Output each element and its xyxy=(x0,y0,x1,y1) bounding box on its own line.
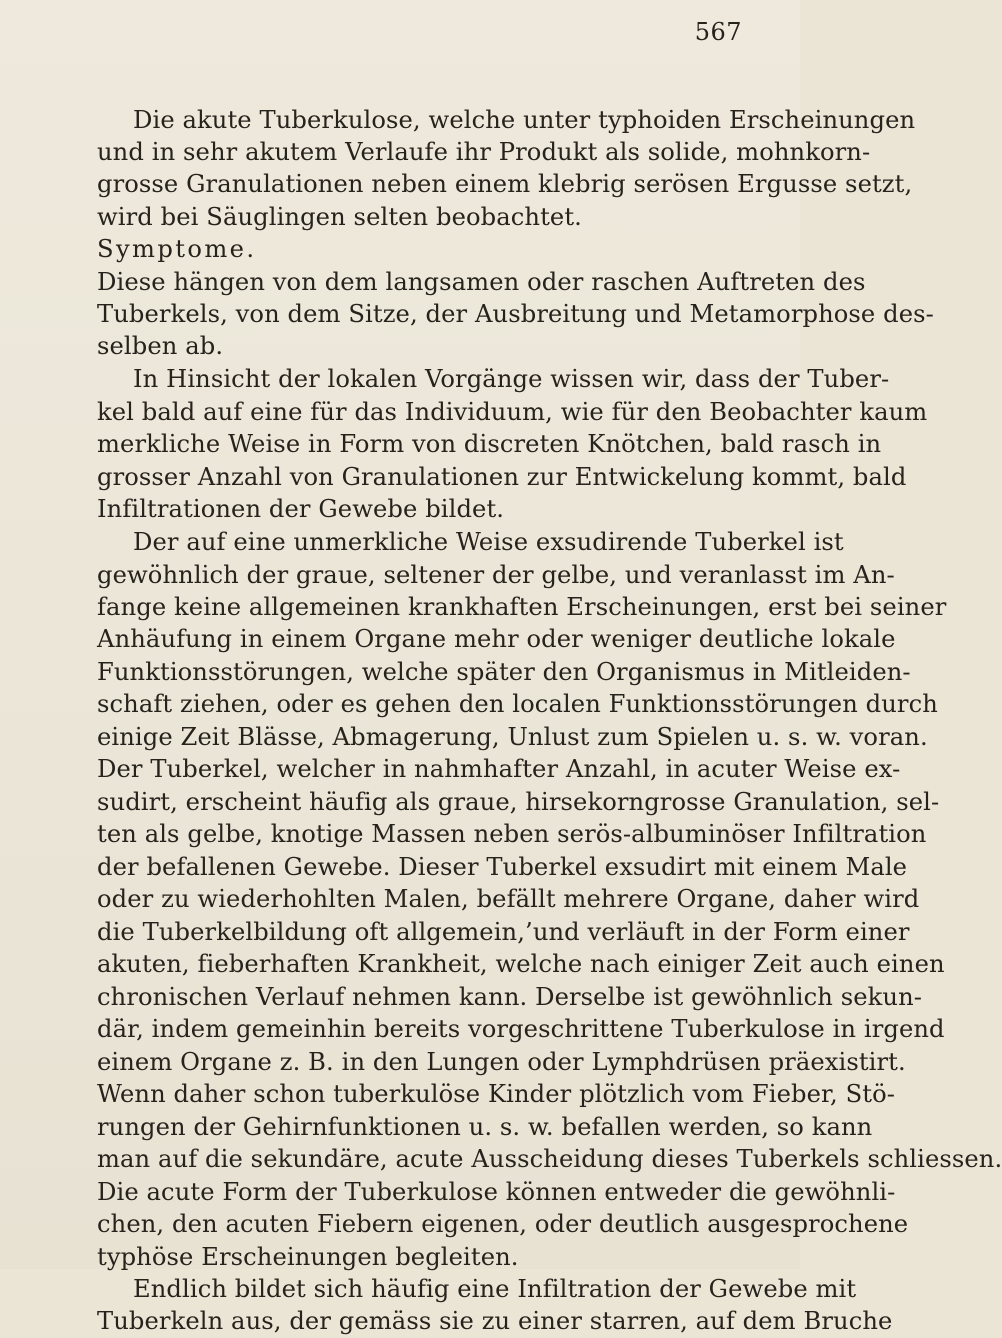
text-line: Die acute Form der Tuberkulose können entweder die gewöhnli- xyxy=(97,1178,896,1206)
text-line: grosse Granulationen neben einem klebrig serösen Ergusse setzt, xyxy=(97,170,913,198)
text-line: oder zu wiederhohlten Malen, befällt mehrere Organe, daher wird xyxy=(97,885,920,913)
text-line: rungen der Gehirnfunktionen u. s. w. befallen werden, so kann xyxy=(97,1113,873,1141)
text-line: selben ab. xyxy=(97,332,224,360)
text-line: fange keine allgemeinen krankhaften Erscheinungen, erst bei seiner xyxy=(97,593,947,621)
text-line: merkliche Weise in Form von discreten Knötchen, bald rasch in xyxy=(97,430,882,458)
text-line: Wenn daher schon tuberkulöse Kinder plötzlich vom Fieber, Stö- xyxy=(97,1080,896,1108)
text-line: die Tuberkelbildung oft allgemein,’und verläuft in der Form einer xyxy=(97,918,910,946)
text-line: einem Organe z. B. in den Lungen oder Lymphdrüsen präexistirt. xyxy=(97,1048,906,1076)
text-line: Tuberkeln aus, der gemäss sie zu einer starren, auf dem Bruche xyxy=(97,1307,893,1335)
text-line: einige Zeit Blässe, Abmagerung, Unlust zum Spielen u. s. w. voran. xyxy=(97,723,928,751)
text-line: Anhäufung in einem Organe mehr oder weniger deutliche lokale xyxy=(97,625,896,653)
text-line: kel bald auf eine für das Individuum, wie für den Beobachter kaum xyxy=(97,398,928,426)
text-line: akuten, fieberhaften Krankheit, welche nach einiger Zeit auch einen xyxy=(97,950,945,978)
text-line: där, indem gemeinhin bereits vorgeschrittene Tuberkulose in irgend xyxy=(97,1015,945,1043)
text-line: Der Tuberkel, welcher in nahmhafter Anzahl, in acuter Weise ex- xyxy=(97,755,901,783)
text-line: man auf die sekundäre, acute Ausscheidung dieses Tuberkels schliessen. xyxy=(97,1145,1002,1173)
text-line: Endlich bildet sich häufig eine Infiltration der Gewebe mit xyxy=(133,1275,857,1303)
text-line: Die akute Tuberkulose, welche unter typhoiden Erscheinungen xyxy=(133,106,916,134)
text-line: Der auf eine unmerkliche Weise exsudirende Tuberkel ist xyxy=(133,528,844,556)
text-line: In Hinsicht der lokalen Vorgänge wissen wir, dass der Tuber- xyxy=(133,365,890,393)
text-line: typhöse Erscheinungen begleiten. xyxy=(97,1243,519,1271)
text-line: grosser Anzahl von Granulationen zur Entwickelung kommt, bald xyxy=(97,463,907,491)
text-line: der befallenen Gewebe. Dieser Tuberkel exsudirt mit einem Male xyxy=(97,853,908,881)
text-line: wird bei Säuglingen selten beobachtet. xyxy=(97,203,582,231)
text-line: chen, den acuten Fiebern eigenen, oder deutlich ausgesprochene xyxy=(97,1210,909,1238)
section-heading: Symptome. xyxy=(97,235,257,263)
text-line: chronischen Verlauf nehmen kann. Derselbe ist gewöhnlich sekun- xyxy=(97,983,923,1011)
text-line: Diese hängen von dem langsamen oder raschen Auftreten des xyxy=(97,268,866,296)
text-line: ten als gelbe, knotige Massen neben serös-albuminöser Infiltration xyxy=(97,820,927,848)
text-line: sudirt, erscheint häufig als graue, hirsekorngrosse Granulation, sel- xyxy=(97,788,940,816)
text-line: Tuberkels, von dem Sitze, der Ausbreitung und Metamorphose des- xyxy=(97,300,934,328)
text-line: schaft ziehen, oder es gehen den localen Funktionsstörungen durch xyxy=(97,690,938,718)
text-line: Funktionsstörungen, welche später den Organismus in Mitleiden- xyxy=(97,658,911,686)
text-line: gewöhnlich der graue, seltener der gelbe, und veranlasst im An- xyxy=(97,561,895,589)
page-number: 567 xyxy=(694,18,742,46)
text-line: Infiltrationen der Gewebe bildet. xyxy=(97,495,505,523)
text-line: und in sehr akutem Verlaufe ihr Produkt als solide, mohnkorn- xyxy=(97,138,871,166)
